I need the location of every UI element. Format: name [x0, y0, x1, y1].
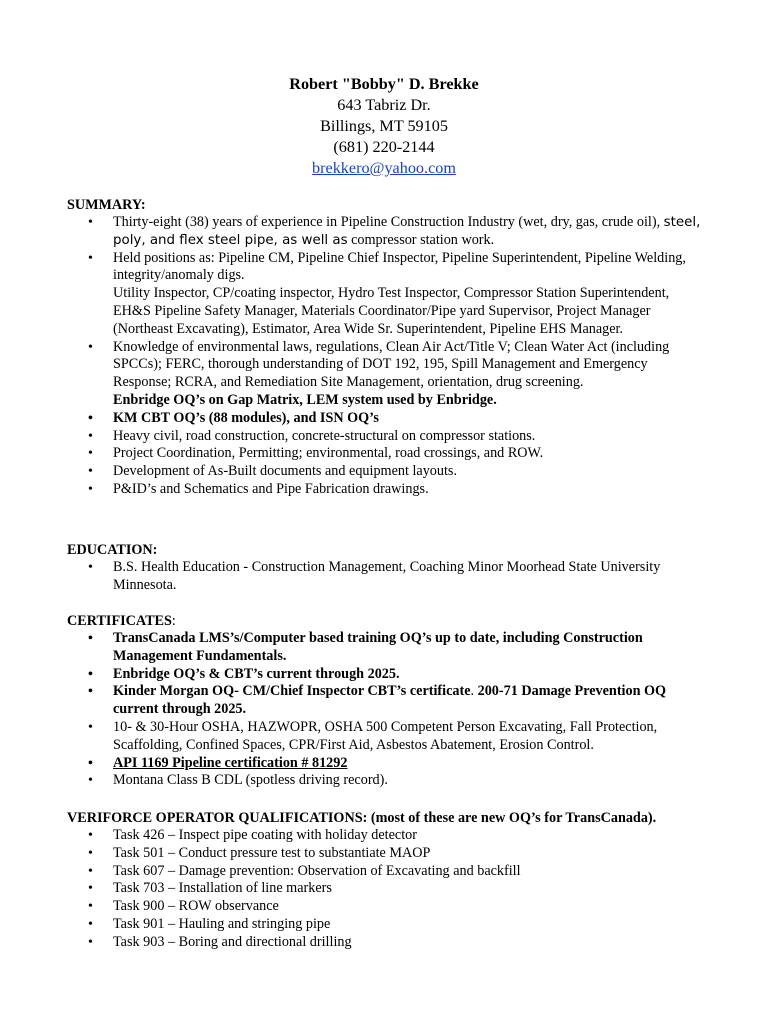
list-item: • Thirty-eight (38) years of experience in Pipeline Construction Industry (wet, dry, gas, crude oil), steel, poly, and flex steel pipe, as well as compressor station work.	[67, 214, 707, 250]
list-item: • P&ID’s and Schematics and Pipe Fabrication drawings.	[67, 481, 707, 499]
city-state-zip: Billings, MT 59105	[320, 117, 448, 135]
list-item: • Project Coordination, Permitting; environmental, road crossings, and ROW.	[67, 445, 707, 463]
summary-section	[67, 196, 707, 499]
list-item: • Montana Class B CDL (spotless driving record).	[67, 772, 707, 790]
list-item: • 10- & 30-Hour OSHA, HAZWOPR, OSHA 500 Competent Person Excavating, Fall Protection, Scaffolding, Confined Spaces, CPR/First Aid, Asbestos Abatement, Erosion Control.	[67, 719, 707, 755]
summary-list	[67, 214, 707, 499]
summary-heading: SUMMARY:	[67, 197, 146, 213]
list-item: • Task 900 – ROW observance	[67, 898, 727, 916]
education-section	[67, 541, 707, 595]
list-item: • Development of As-Built documents and equipment layouts.	[67, 463, 707, 481]
candidate-name: Robert "Bobby" D. Brekke	[289, 75, 479, 93]
phone-number: (681) 220-2144	[333, 138, 435, 156]
certificates-section	[67, 612, 707, 790]
veriforce-section	[67, 809, 727, 952]
education-list	[67, 559, 707, 595]
veriforce-heading: VERIFORCE OPERATOR QUALIFICATIONS: (most of these are new OQ’s for TransCanada).	[67, 810, 657, 826]
list-item: • KM CBT OQ’s (88 modules), and ISN OQ’s	[67, 410, 707, 428]
list-item: • B.S. Health Education - Construction Management, Coaching Minor Moorhead State University Minnesota.	[67, 559, 707, 595]
education-heading: EDUCATION:	[67, 542, 158, 558]
list-item: • TransCanada LMS’s/Computer based training OQ’s up to date, including Construction Management Fundamentals.	[67, 630, 707, 666]
list-item: • Task 607 – Damage prevention: Observation of Excavating and backfill	[67, 863, 727, 881]
street-address: 643 Tabriz Dr.	[337, 96, 431, 114]
list-item: • Task 901 – Hauling and stringing pipe	[67, 916, 727, 934]
list-item: • Task 501 – Conduct pressure test to substantiate MAOP	[67, 845, 727, 863]
list-item: • Kinder Morgan OQ- CM/Chief Inspector CBT’s certificate. 200-71 Damage Prevention OQ current through 2025.	[67, 683, 707, 719]
email-link[interactable]: brekkero@yahoo.com	[312, 159, 456, 177]
list-item: • Enbridge OQ’s & CBT’s current through 2025.	[67, 666, 707, 684]
list-item: • Task 426 – Inspect pipe coating with holiday detector	[67, 827, 727, 845]
list-item: • Knowledge of environmental laws, regulations, Clean Air Act/Title V; Clean Water Act (including SPCCs); FERC, thorough understanding of DOT 192, 195, Spill Management and Emergency Response; RCRA, and Remediation Site Management, orientation, drug screening. Enbridge OQ’s on Gap Matrix, LEM system used by Enbridge.	[67, 339, 707, 410]
list-item: • API 1169 Pipeline certification # 81292	[67, 755, 707, 773]
list-item: • Heavy civil, road construction, concrete-structural on compressor stations.	[67, 428, 707, 446]
certificates-list	[67, 630, 707, 790]
list-item: • Held positions as: Pipeline CM, Pipeline Chief Inspector, Pipeline Superintendent, Pipeline Welding, integrity/anomaly digs. Utility Inspector, CP/coating inspector, Hydro Test Inspector, Compressor Station Superintendent, EH&S Pipeline Safety Manager, Materials Coordinator/Pipe yard Supervisor, Project Manager (Northeast Excavating), Estimator, Area Wide Sr. Superintendent, Pipeline EHS Manager.	[67, 250, 707, 339]
certificates-heading: CERTIFICATES:	[67, 613, 176, 629]
list-item: • Task 903 – Boring and directional drilling	[67, 934, 727, 952]
list-item: • Task 703 – Installation of line markers	[67, 880, 727, 898]
contact-header	[0, 74, 768, 179]
veriforce-task-list	[67, 827, 727, 952]
